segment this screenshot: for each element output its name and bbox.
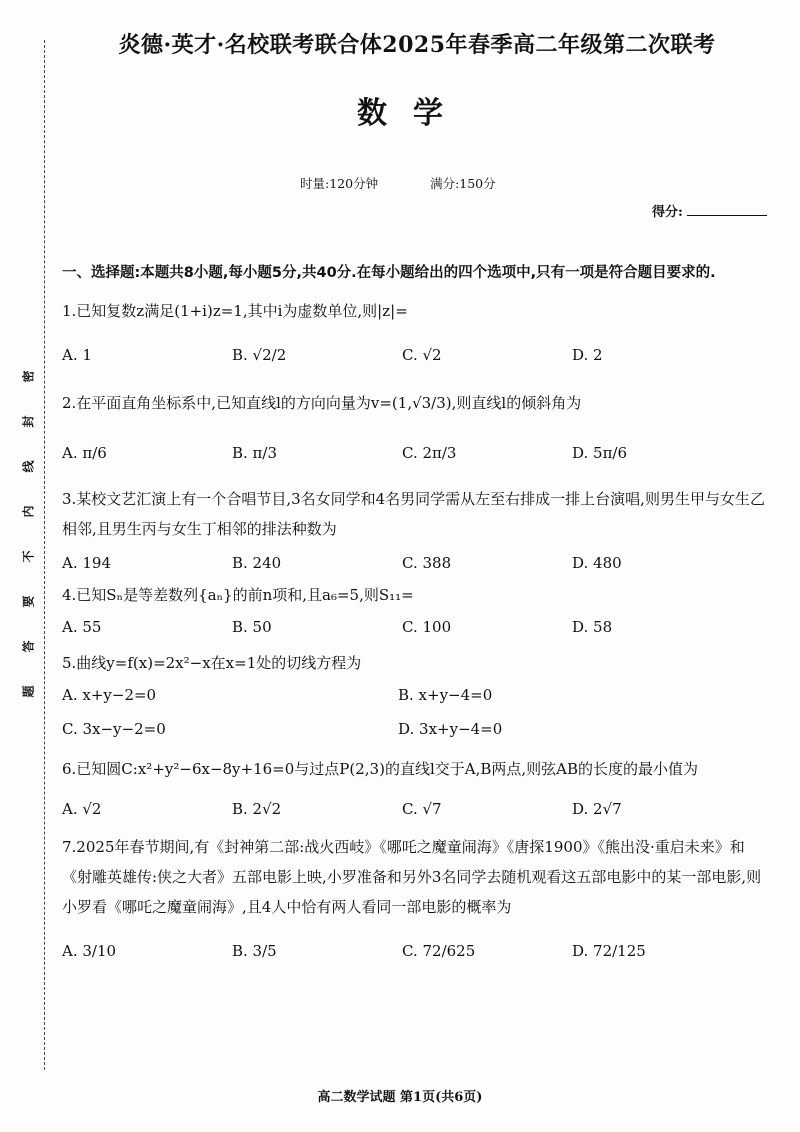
options-row [62, 548, 772, 578]
options-row [62, 612, 772, 642]
binding-line [44, 40, 45, 1070]
exam-title: 炎德·英才·名校联考联合体2025年春季高二年级第二次联考 [118, 32, 716, 58]
option-d: D. 480 [572, 554, 622, 572]
options-row [62, 438, 772, 468]
option-c: C. 2π/3 [402, 444, 457, 462]
seal-char: 要 [21, 595, 36, 608]
subject-title: 数学 [357, 96, 469, 131]
question-6 [62, 754, 772, 824]
question-stem: 2.在平面直角坐标系中,已知直线l的方向向量为v=(1,√3/3),则直线l的倾斜角为 [62, 394, 582, 412]
exam-meta [300, 174, 544, 192]
page-footer: 高二数学试题 第1页(共6页) [317, 1090, 483, 1105]
option-b: B. π/3 [232, 444, 278, 462]
option-b: B. x+y−4=0 [398, 686, 493, 704]
seal-char: 封 [21, 415, 36, 428]
seal-char: 不 [21, 550, 36, 563]
option-c: C. 3x−y−2=0 [62, 720, 166, 738]
option-a: A. 194 [62, 554, 111, 572]
option-a: A. π/6 [62, 444, 107, 462]
options-row [62, 716, 772, 742]
option-c: C. 72/625 [402, 942, 476, 960]
option-d: D. 2 [572, 346, 603, 364]
score-label: 得分: [652, 205, 683, 220]
seal-char: 内 [21, 505, 36, 518]
binding-seal-text [17, 368, 39, 700]
seal-char: 密 [21, 370, 36, 383]
options-row [62, 794, 772, 824]
seal-char: 答 [21, 640, 36, 653]
option-d: D. 3x+y−4=0 [398, 720, 503, 738]
question-stem: 4.已知Sₙ是等差数列{aₙ}的前n项和,且a₆=5,则S₁₁= [62, 586, 414, 604]
question-3 [62, 484, 772, 578]
score-blank [687, 203, 767, 216]
time-limit: 时量:120分钟 [300, 176, 379, 191]
question-stem: 6.已知圆C:x²+y²−6x−8y+16=0与过点P(2,3)的直线l交于A,B两点,则弦AB的长度的最小值为 [62, 760, 698, 778]
option-d: D. 72/125 [572, 942, 646, 960]
option-b: B. 3/5 [232, 942, 277, 960]
option-b: B. 50 [232, 618, 272, 636]
option-b: B. √2/2 [232, 346, 287, 364]
option-d: D. 2√7 [572, 800, 622, 818]
option-c: C. √2 [402, 346, 442, 364]
score-field [652, 201, 767, 220]
option-b: B. 240 [232, 554, 282, 572]
question-stem: 7.2025年春节期间,有《封神第二部:战火西岐》《哪吒之魔童闹海》《唐探1900》《熊出没·重启未来》和《射雕英雄传:侠之大者》五部电影上映,小罗准备和另外3名同学去随机观看这五部电影中的某一部电影,则小罗看《哪吒之魔童闹海》,且4人中恰有两人看同一部电影的概率为 [62, 838, 762, 916]
options-row [62, 936, 772, 966]
exam-content [62, 258, 772, 966]
option-a: A. √2 [62, 800, 102, 818]
option-a: A. 3/10 [62, 942, 117, 960]
section-title: 一、选择题:本题共8小题,每小题5分,共40分.在每小题给出的四个选项中,只有一项是符合题目要求的. [62, 265, 716, 281]
option-d: D. 58 [572, 618, 613, 636]
option-b: B. 2√2 [232, 800, 282, 818]
options-row [62, 682, 772, 708]
seal-char: 线 [21, 460, 36, 473]
option-a: A. 55 [62, 618, 102, 636]
option-a: A. 1 [62, 346, 92, 364]
option-c: C. 100 [402, 618, 452, 636]
option-d: D. 5π/6 [572, 444, 628, 462]
question-2 [62, 388, 772, 468]
question-7 [62, 832, 772, 966]
seal-char: 题 [21, 685, 36, 698]
option-c: C. 388 [402, 554, 452, 572]
question-5 [62, 648, 772, 742]
option-a: A. x+y−2=0 [62, 686, 157, 704]
full-score: 满分:150分 [430, 176, 496, 191]
question-stem: 5.曲线y=f(x)=2x²−x在x=1处的切线方程为 [62, 654, 362, 672]
option-c: C. √7 [402, 800, 442, 818]
question-stem: 3.某校文艺汇演上有一个合唱节目,3名女同学和4名男同学需从左至右排成一排上台演唱,则男生甲与女生乙相邻,且男生丙与女生丁相邻的排法种数为 [62, 490, 765, 538]
options-row [62, 340, 772, 370]
question-4 [62, 580, 772, 642]
question-stem: 1.已知复数z满足(1+i)z=1,其中i为虚数单位,则|z|= [62, 302, 408, 320]
question-1 [62, 296, 772, 370]
